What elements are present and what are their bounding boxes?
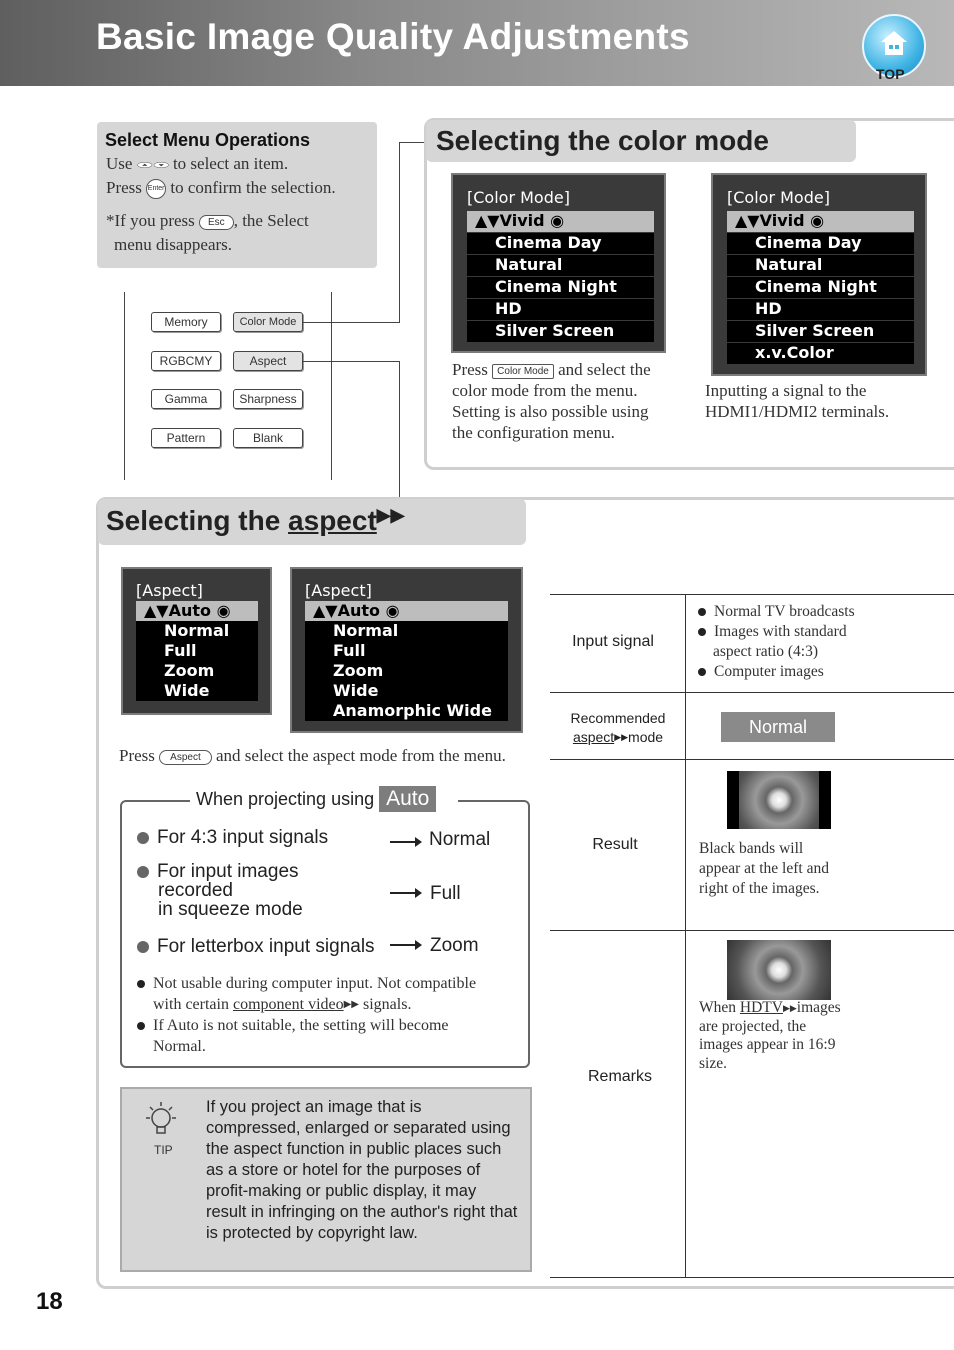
ops-text: to select an item. (172, 154, 289, 173)
color-mode-osd-2 (711, 173, 927, 376)
aspect-title-text-prefix: Selecting the (106, 505, 289, 536)
enter-icon: ◉ (810, 211, 825, 230)
osd-item-full[interactable]: Full (305, 641, 508, 661)
aspect-title (106, 505, 404, 537)
osd-header: [Aspect] (136, 581, 203, 600)
remote-left-edge (124, 292, 125, 480)
desc-text: Inputting a signal to the (705, 381, 867, 400)
bullet-icon (137, 980, 145, 988)
glossary-arrow-icon: ▶▶ (343, 999, 359, 1010)
osd-item-cinema-day[interactable]: Cinema Day (467, 233, 654, 254)
table-divider (685, 594, 686, 1278)
ops-line-1 (106, 154, 288, 174)
input-signal-list (698, 602, 948, 682)
remarks-image (727, 940, 831, 1000)
osd-item-wide[interactable]: Wide (305, 681, 508, 701)
result-line: Black bands will (699, 840, 804, 857)
osd-item-cinema-day[interactable]: Cinema Day (727, 233, 914, 254)
table-rule (550, 1277, 954, 1278)
auto-row-label: For letterbox input signals (157, 936, 375, 957)
ops-line-3 (106, 211, 309, 231)
osd-item-xv-color[interactable]: x.v.Color (727, 343, 914, 364)
note-text: Normal. (153, 1038, 206, 1055)
remarks-line: images appear in 16:9 (699, 1036, 836, 1053)
recommended-text: Recommended (570, 710, 666, 726)
recommended-text: mode (628, 729, 664, 745)
osd-header: [Aspect] (305, 581, 372, 600)
top-label: TOP (876, 66, 905, 82)
osd-item-vivid[interactable]: ▲▼Vivid ◉ (467, 211, 654, 232)
color-mode-title: Selecting the color mode (436, 125, 769, 156)
input-signal-item: Normal TV broadcasts (714, 603, 855, 620)
gamma-button[interactable]: Gamma (151, 389, 221, 409)
remarks-label: Remarks (587, 1068, 652, 1085)
connector-line (303, 361, 400, 362)
desc-text: Press (452, 360, 488, 379)
osd-item-label: Auto (168, 601, 212, 620)
ops-line-2 (106, 178, 336, 199)
recommended-value: Normal (721, 712, 835, 742)
enter-icon: ◉ (550, 211, 565, 230)
osd-item-anamorphic-wide[interactable]: Anamorphic Wide (305, 701, 508, 721)
auto-caption-text: When projecting using (196, 789, 375, 809)
table-rule (550, 692, 954, 693)
desc-text: color mode from the menu. (452, 381, 638, 400)
press-text: and select the aspect mode from the menu. (215, 746, 506, 765)
note-text: signals. (363, 996, 412, 1013)
color-mode-osd-1 (451, 173, 666, 353)
glossary-arrow-icon: ▶▶ (614, 732, 629, 742)
bullet-icon (698, 628, 706, 636)
arrow-right-icon (390, 892, 420, 894)
auto-row-squeeze (137, 862, 303, 919)
aspect-key-icon: Aspect (159, 750, 212, 765)
remarks-line: size. (699, 1054, 727, 1072)
osd-item-auto[interactable]: ▲▼Auto ◉ (305, 601, 508, 621)
recommended-aspect-label (552, 709, 684, 747)
remote-right-edge (331, 292, 332, 480)
auto-row-label: recorded (158, 880, 233, 901)
result-line: appear at the left and (699, 860, 829, 877)
input-signal-item: Images with standard (714, 623, 847, 640)
desc-text: HDMI1/HDMI2 terminals. (705, 402, 890, 421)
aspect-glossary-link[interactable]: aspect (572, 729, 615, 745)
osd-item-zoom[interactable]: Zoom (305, 661, 508, 681)
connector-line (399, 142, 426, 143)
rgbcmy-button[interactable]: RGBCMY (151, 351, 221, 371)
result-text (699, 839, 949, 899)
aspect-press-text (119, 745, 539, 766)
connector-line (399, 361, 400, 499)
auto-row-label: For input images (157, 861, 299, 882)
ops-text: *If you press (106, 211, 195, 230)
osd-item-label: Auto (337, 601, 381, 620)
remarks-text (699, 999, 949, 1073)
auto-row-result: Zoom (430, 935, 479, 956)
auto-tag: Auto (379, 786, 436, 812)
bullet-icon (698, 608, 706, 616)
connector-line (399, 142, 400, 323)
ops-text: to confirm the selection. (170, 178, 336, 197)
auto-row-4-3 (137, 827, 328, 849)
bullet-icon (698, 668, 706, 676)
note-text: with certain (153, 996, 229, 1013)
osd-item-natural[interactable]: Natural (467, 255, 654, 276)
osd-item-wide[interactable]: Wide (136, 681, 258, 701)
note-text: If Auto is not suitable, the setting will become (153, 1017, 449, 1034)
osd-item-vivid[interactable]: ▲▼Vivid ◉ (727, 211, 914, 232)
color-mode-desc-1 (452, 359, 692, 443)
note-text: Not usable during computer input. Not compatible (153, 975, 477, 992)
blank-button[interactable]: Blank (233, 428, 303, 448)
auto-row-letterbox (137, 936, 375, 958)
bullet-icon (137, 866, 149, 878)
color-mode-button[interactable]: Color Mode (233, 312, 303, 332)
osd-item-normal[interactable]: Normal (305, 621, 508, 641)
desc-text: and select the (558, 360, 651, 379)
hdtv-link[interactable]: HDTV (739, 999, 783, 1016)
osd-item-cinema-night[interactable]: Cinema Night (727, 277, 914, 298)
input-signal-item: aspect ratio (4:3) (713, 643, 819, 660)
auto-notes (137, 973, 522, 1057)
osd-item-label: Vivid (499, 211, 545, 230)
arrow-right-icon (390, 841, 420, 843)
up-down-keys-icon (137, 158, 169, 172)
press-text: Press (119, 746, 155, 765)
osd-item-silver-screen[interactable]: Silver Screen (727, 321, 914, 342)
input-signal-label: Input signal (572, 633, 654, 650)
auto-row-label: in squeeze mode (158, 899, 303, 920)
bullet-icon (137, 832, 149, 844)
input-signal-item: Computer images (714, 663, 824, 680)
auto-row-result: Normal (429, 829, 491, 850)
remarks-line: are projected, the (699, 1017, 807, 1035)
osd-item-normal[interactable]: Normal (136, 621, 258, 641)
osd-item-cinema-night[interactable]: Cinema Night (467, 277, 654, 298)
table-rule (550, 759, 954, 760)
aspect-button[interactable]: Aspect (233, 351, 303, 371)
esc-key-icon: Esc (199, 215, 234, 230)
component-video-link[interactable]: component video (232, 996, 344, 1013)
glossary-arrow-icon: ▶▶ (376, 505, 405, 525)
ops-line-4: menu disappears. (114, 235, 233, 254)
lightbulb-icon (140, 1096, 182, 1142)
auto-row-result: Full (430, 883, 461, 904)
osd-item-hd[interactable]: HD (727, 299, 914, 320)
ops-text: Press (106, 178, 142, 197)
aspect-osd-2 (290, 567, 523, 733)
enter-key-icon: Enter (146, 179, 166, 199)
osd-item-natural[interactable]: Natural (727, 255, 914, 276)
connector-line (303, 322, 400, 323)
glossary-arrow-icon: ▶▶ (782, 1003, 797, 1013)
osd-item-auto[interactable]: ▲▼Auto ◉ (136, 601, 258, 621)
osd-item-label: Vivid (759, 211, 805, 230)
ops-text: , the Select (233, 211, 309, 230)
ops-title: Select Menu Operations (105, 130, 311, 150)
osd-item-hd[interactable]: HD (467, 299, 654, 320)
pattern-button[interactable]: Pattern (151, 428, 221, 448)
table-rule (550, 930, 954, 931)
page-title: Basic Image Quality Adjustments (96, 16, 690, 57)
auto-row-label: For 4:3 input signals (157, 827, 329, 848)
table-rule (550, 594, 954, 595)
osd-header: [Color Mode] (467, 188, 570, 207)
tip-text: If you project an image that is compressed, enlarged or separated using the aspect function in public places such as a store or hotel for the purposes of profit-making or public display, it may result in infringing on the author's right that is protected by copyright law. (206, 1098, 518, 1242)
aspect-osd-1 (121, 567, 272, 715)
color-mode-desc-2 (705, 380, 945, 422)
auto-caption (196, 786, 436, 812)
color-mode-key-icon: Color Mode (492, 364, 554, 379)
result-label: Result (592, 836, 638, 853)
aspect-glossary-link[interactable]: aspect (288, 505, 377, 536)
remarks-line: images (796, 999, 841, 1016)
sharpness-button[interactable]: Sharpness (233, 389, 303, 409)
result-image (727, 771, 831, 829)
bullet-icon (137, 1022, 145, 1030)
home-icon (880, 30, 908, 56)
osd-item-full[interactable]: Full (136, 641, 258, 661)
memory-button[interactable]: Memory (151, 312, 221, 332)
osd-item-silver-screen[interactable]: Silver Screen (467, 321, 654, 342)
desc-text: Setting is also possible using (452, 402, 649, 421)
bullet-icon (137, 941, 149, 953)
result-line: right of the images. (699, 880, 820, 897)
osd-item-zoom[interactable]: Zoom (136, 661, 258, 681)
tip-label: TIP (154, 1143, 173, 1157)
enter-icon: ◉ (216, 601, 231, 620)
ops-text: Use (106, 154, 133, 173)
osd-header: [Color Mode] (727, 188, 830, 207)
enter-icon: ◉ (385, 601, 400, 620)
page-number: 18 (36, 1288, 63, 1315)
arrow-right-icon (390, 944, 420, 946)
remarks-line: When (699, 999, 737, 1016)
desc-text: the configuration menu. (452, 423, 615, 442)
